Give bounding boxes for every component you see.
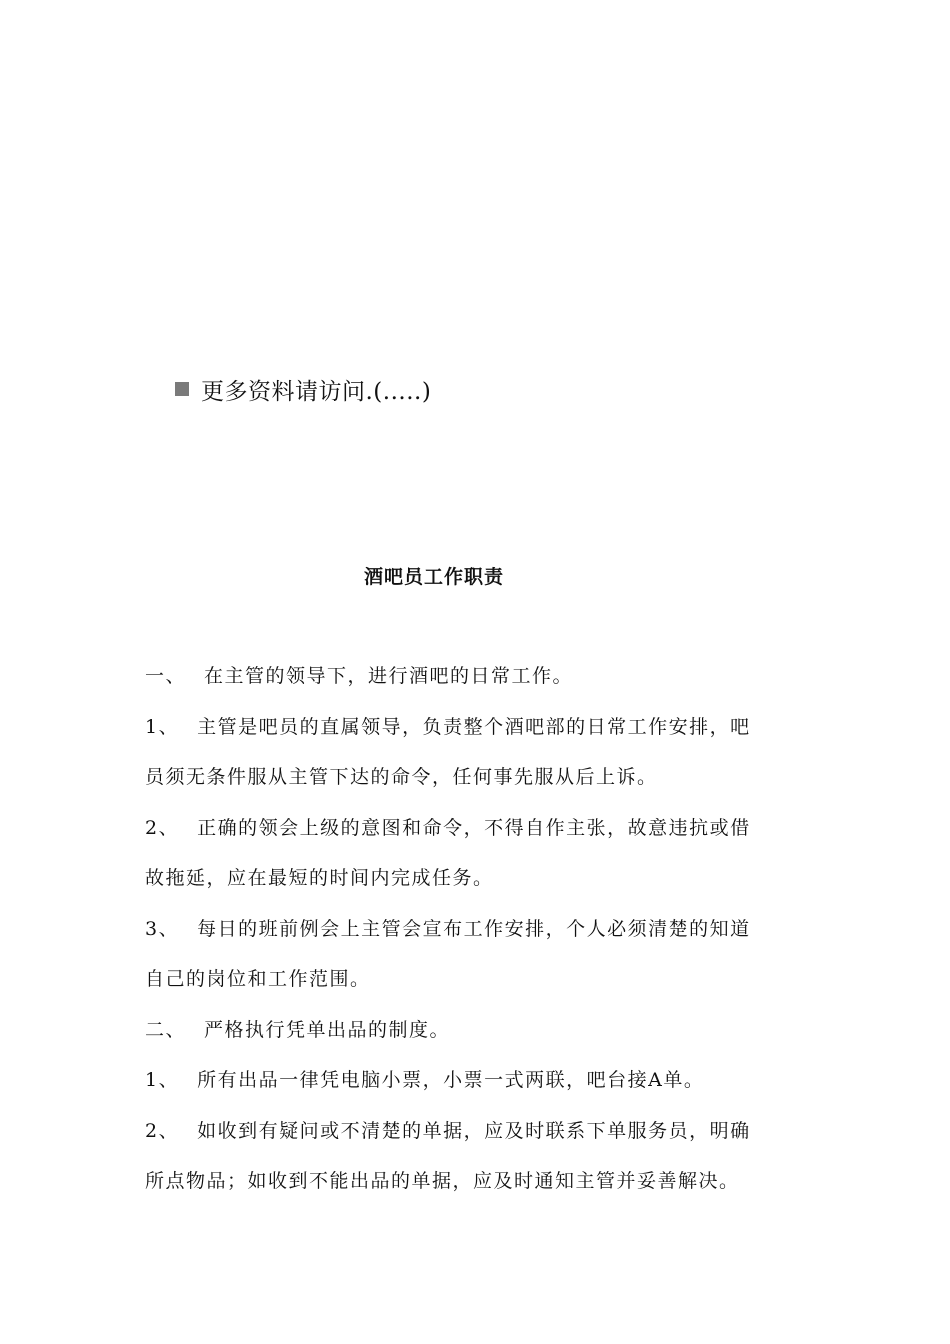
item-number: 二、 — [145, 1018, 187, 1041]
item-number: 1、 — [145, 1069, 180, 1091]
item-text: 在主管的领导下，进行酒吧的日常工作。 — [204, 665, 574, 687]
item-number: 2、 — [145, 1119, 180, 1142]
more-info-text: 更多资料请访问.(.....) — [201, 378, 432, 405]
item-text: 主管是吧员的直属领导，负责整个酒吧部的日常工作安排，吧 — [197, 715, 751, 738]
item-number: 3、 — [145, 917, 180, 940]
paragraph-line — [145, 707, 795, 758]
paragraph-line — [145, 1111, 795, 1162]
paragraph-line — [145, 1060, 795, 1111]
item-number: 1、 — [145, 715, 180, 738]
item-text: 如收到有疑问或不清楚的单据，应及时联系下单服务员，明确 — [197, 1119, 751, 1142]
more-info-bullet — [175, 371, 431, 407]
item-text: 所点物品；如收到不能出品的单据，应及时通知主管并妥善解决。 — [145, 1170, 740, 1192]
square-bullet-icon — [175, 382, 189, 396]
item-text: 严格执行凭单出品的制度。 — [204, 1018, 451, 1041]
item-text: 故拖延，应在最短的时间内完成任务。 — [145, 867, 494, 889]
item-text: 自己的岗位和工作范围。 — [145, 968, 371, 990]
item-text: 每日的班前例会上主管会宣布工作安排，个人必须清楚的知道 — [197, 917, 751, 940]
paragraph-line — [145, 959, 795, 1010]
paragraph-line — [145, 858, 795, 909]
item-text: 员须无条件服从主管下达的命令，任何事先服从后上诉。 — [145, 766, 658, 788]
paragraph-line — [145, 808, 795, 859]
paragraph-line — [145, 1161, 795, 1212]
paragraph-line — [145, 656, 795, 707]
document-title: 酒吧员工作职责 — [363, 566, 504, 588]
document-body — [145, 656, 795, 1212]
item-text: 所有出品一律凭电脑小票，小票一式两联，吧台接A单。 — [197, 1069, 705, 1091]
paragraph-line — [145, 757, 795, 808]
paragraph-line — [145, 1010, 795, 1061]
item-text: 正确的领会上级的意图和命令，不得自作主张，故意违抗或借 — [197, 816, 751, 839]
paragraph-line — [145, 909, 795, 960]
item-number: 2、 — [145, 816, 180, 839]
item-number: 一、 — [145, 665, 187, 687]
